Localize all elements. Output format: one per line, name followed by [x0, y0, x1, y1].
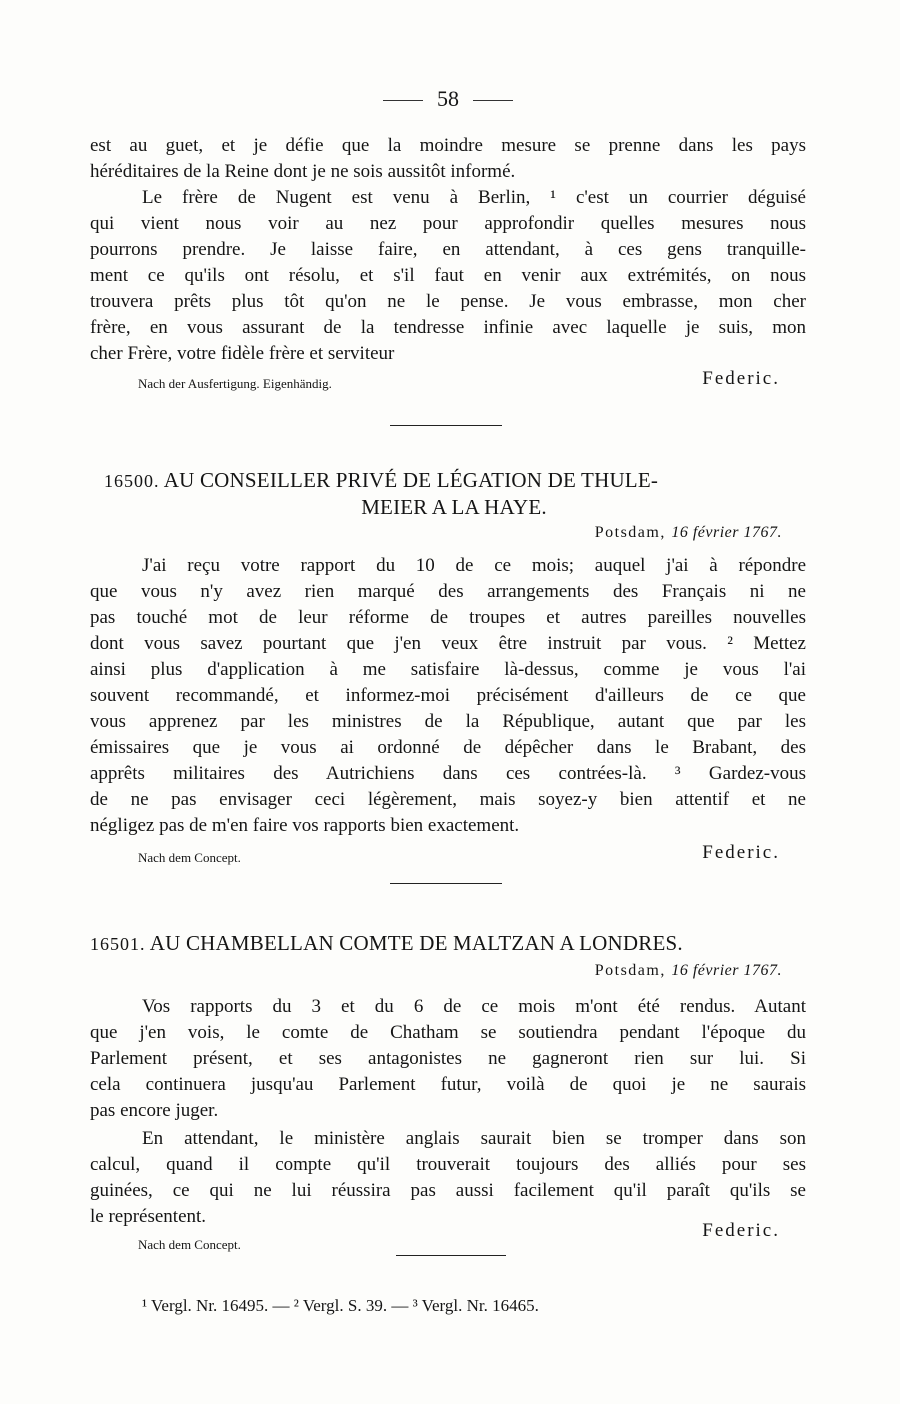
- intro-line: frère, en vous assurant de la tendresse infinie avec laquelle je suis, mon: [90, 317, 806, 338]
- dateline-date: 16 février 1767.: [671, 962, 782, 979]
- letter-line: de ne pas envisager ceci légèrement, mais soyez-y bien attentif et ne: [90, 789, 806, 810]
- section-divider: [390, 883, 502, 884]
- letter-line: dont vous savez pourtant que j'en veux être instruit par vous. ² Mettez: [90, 633, 806, 654]
- letter-line: J'ai reçu votre rapport du 10 de ce mois; auquel j'ai à répondre: [142, 555, 806, 576]
- letter-line: vous apprenez par les ministres de la République, autant que par les: [90, 711, 806, 732]
- letter-line: guinées, ce qui ne lui réussira pas aussi facilement qu'il paraît qu'ils se: [90, 1180, 806, 1201]
- intro-line: Le frère de Nugent est venu à Berlin, ¹ c'est un courrier déguisé: [142, 187, 806, 208]
- letter-number: 16500.: [104, 471, 160, 491]
- letter-line: le représentent.: [90, 1206, 207, 1227]
- letter-number: 16501.: [90, 934, 146, 954]
- letter-16501-dateline: [595, 962, 782, 980]
- letter-line: pas touché mot de leur réforme de troupes et autres pareilles nouvelles: [90, 607, 806, 628]
- intro-line: ment ce qu'ils ont résolu, et s'il faut en venir aux extrémités, on nous: [90, 265, 806, 286]
- intro-line: qui vient nous voir au nez pour approfondir quelles mesures nous: [90, 213, 806, 234]
- letter-16500-signature: Federic.: [702, 842, 780, 863]
- letter-line: émissaires que je vous ai ordonné de dépêcher dans le Brabant, des: [90, 737, 806, 758]
- page-number-dash-right: [473, 100, 513, 101]
- letter-line: que vous n'y avez rien marqué des arrangements des Français ni ne: [90, 581, 806, 602]
- dateline-place: Potsdam,: [594, 962, 666, 979]
- letter-line: Parlement présent, et ses antagonistes ne gagneront rien sur lui. Si: [90, 1048, 806, 1069]
- letter-line: calcul, quand il compte qu'il trouverait toujours des alliés pour ses: [90, 1154, 806, 1175]
- footnotes: ¹ Vergl. Nr. 16495. — ² Vergl. S. 39. — ³ Vergl. Nr. 16465.: [142, 1296, 539, 1315]
- letter-16500-dateline: [595, 524, 782, 542]
- intro-source-note: Nach der Ausfertigung. Eigenhändig.: [138, 376, 332, 391]
- letter-line: Vos rapports du 3 et du 6 de ce mois m'ont été rendus. Autant: [142, 996, 806, 1017]
- page-number: [90, 86, 806, 112]
- letter-line: apprêts militaires des Autrichiens dans ces contrées-là. ³ Gardez-vous: [90, 763, 806, 784]
- dateline-place: Potsdam,: [594, 524, 666, 541]
- letter-heading-line1: AU CONSEILLER PRIVÉ DE LÉGATION DE THULE-: [163, 468, 659, 492]
- letter-16501-heading: [90, 930, 806, 958]
- letter-16501-signature: Federic.: [702, 1220, 780, 1241]
- letter-line: souvent recommandé, et informez-moi précisément d'ailleurs de ce que: [90, 685, 806, 706]
- letter-heading-line2: MEIER A LA HAYE.: [361, 495, 547, 519]
- letter-heading: AU CHAMBELLAN COMTE DE MALTZAN A LONDRES.: [149, 931, 683, 955]
- letter-16500-source-note: Nach dem Concept.: [138, 850, 241, 865]
- document-page: [90, 0, 806, 1404]
- intro-signature: Federic.: [702, 368, 780, 389]
- letter-line: cela continuera jusqu'au Parlement futur, voilà de quoi je ne saurais: [90, 1074, 806, 1095]
- section-divider: [390, 425, 502, 426]
- intro-line: pourrons prendre. Je laisse faire, en attendant, à ces gens tranquille-: [90, 239, 806, 260]
- intro-line: cher Frère, votre fidèle frère et serviteur: [90, 343, 395, 364]
- letter-16500-heading: [104, 467, 804, 495]
- intro-line: est au guet, et je défie que la moindre mesure se prenne dans les pays: [90, 135, 806, 156]
- intro-line: trouvera prêts plus tôt qu'on ne le pense. Je vous embrasse, mon cher: [90, 291, 806, 312]
- letter-line: que j'en vois, le comte de Chatham se soutiendra pendant l'époque du: [90, 1022, 806, 1043]
- letter-line: négligez pas de m'en faire vos rapports bien exactement.: [90, 815, 520, 836]
- dateline-date: 16 février 1767.: [671, 524, 782, 541]
- letter-line: En attendant, le ministère anglais saurait bien se tromper dans son: [142, 1128, 806, 1149]
- letter-16501-source-note: Nach dem Concept.: [138, 1237, 241, 1252]
- page-number-text: 58: [437, 86, 459, 111]
- footnote-divider: [396, 1255, 506, 1256]
- letter-line: pas encore juger.: [90, 1100, 219, 1121]
- letter-line: ainsi plus d'application à me satisfaire là-dessus, comme je vous l'ai: [90, 659, 806, 680]
- page-number-dash-left: [383, 100, 423, 101]
- intro-line: héréditaires de la Reine dont je ne sois aussitôt informé.: [90, 161, 516, 182]
